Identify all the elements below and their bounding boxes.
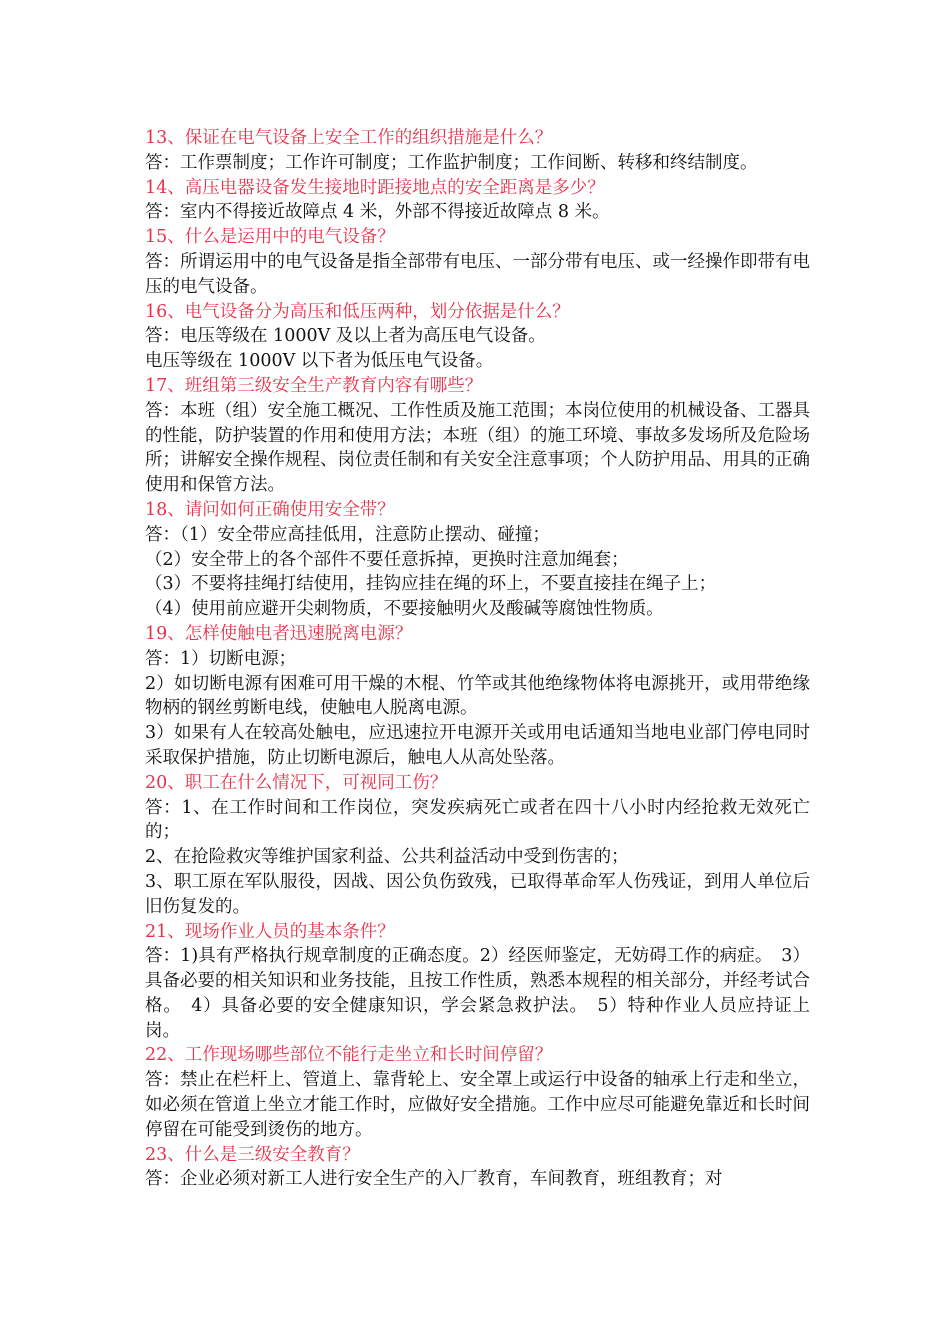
answer-14: 答：室内不得接近故障点 4 米，外部不得接近故障点 8 米。 [145,202,610,223]
answer-22: 答：禁止在栏杆上、管道上、靠背轮上、安全罩上或运行中设备的轴承上行走和坐立，如必须在管道上坐立才能工作时，应做好安全措施。工作中应尽可能避免靠近和长时间停留在可能受到烫伤的地方。 [145,1070,810,1140]
answer-15: 答：所谓运用中的电气设备是指全部带有电压、一部分带有电压、或一经操作即带有电压的电气设备。 [145,251,810,297]
question-22: 22、工作现场哪些部位不能行走坐立和长时间停留？ [145,1045,553,1066]
answer-20-line-3: 3、职工原在军队服役，因战、因公负伤致残，已取得革命军人伤残证，到用人单位后旧伤复发的。 [145,871,810,917]
answer-17: 答：本班（组）安全施工概况、工作性质及施工范围；本岗位使用的机械设备、工器具的性能，防护装置的作用和使用方法；本班（组）的施工环境、事故多发场所及危险场所；讲解安全操作规程、岗位责任制和有关安全注意事项；个人防护用品、用具的正确使用和保管方法。 [145,400,810,496]
question-20: 20、职工在什么情况下，可视同工伤？ [145,772,448,793]
answer-23: 答：企业必须对新工人进行安全生产的入厂教育，车间教育，班组教育；对 [145,1169,723,1190]
answer-16-line-1: 答：电压等级在 1000V 及以上者为高压电气设备。 [145,326,546,347]
answer-18-line-2: （2）安全带上的各个部件不要任意拆掉，更换时注意加绳套； [145,549,629,570]
answer-18-line-4: （4）使用前应避开尖刺物质，不要接触明火及酸碱等腐蚀性物质。 [145,599,664,620]
question-19: 19、怎样使触电者迅速脱离电源？ [145,623,413,644]
question-17: 17、班组第三级安全生产教育内容有哪些？ [145,375,483,396]
question-21: 21、现场作业人员的基本条件？ [145,921,395,942]
question-18: 18、请问如何正确使用安全带？ [145,499,395,520]
question-13: 13、保证在电气设备上安全工作的组织措施是什么？ [145,128,553,148]
answer-13: 答：工作票制度；工作许可制度；工作监护制度；工作间断、转移和终结制度。 [145,152,758,173]
qa-list [145,126,810,1192]
question-15: 15、什么是运用中的电气设备？ [145,227,395,248]
answer-18-line-3: （3）不要将挂绳打结使用，挂钩应挂在绳的环上，不要直接挂在绳子上； [145,574,717,595]
answer-19-line-2: 2）如切断电源有困难可用干燥的木棍、竹竿或其他绝缘物体将电源挑开，或用带绝缘物柄的钢丝剪断电线，使触电人脱离电源。 [145,673,810,719]
answer-18-line-1: 答：（1）安全带应高挂低用，注意防止摆动、碰撞； [145,524,550,545]
answer-19-line-3: 3）如果有人在较高处触电，应迅速拉开电源开关或用电话通知当地电业部门停电同时采取保护措施，防止切断电源后，触电人从高处坠落。 [145,723,810,768]
answer-19-line-1: 答：1）切断电源； [145,648,297,669]
answer-20-line-1: 答：1、在工作时间和工作岗位，突发疾病死亡或者在四十八小时内经抢救无效死亡的； [145,797,810,843]
answer-16-line-2: 电压等级在 1000V 以下者为低压电气设备。 [145,351,494,372]
question-14: 14、高压电器设备发生接地时距接地点的安全距离是多少？ [145,177,605,198]
answer-21: 答：1)具有严格执行规章制度的正确态度。2）经医师鉴定，无妨碍工作的病症。 3）具备必要的相关知识和业务技能，且按工作性质，熟悉本规程的相关部分，并经考试合格。 4）具备必要的安全健康知识，学会紧急救护法。 5）特种作业人员应持证上岗。 [145,946,810,1041]
answer-20-line-2: 2、在抢险救灾等维护国家利益、公共利益活动中受到伤害的； [145,847,629,868]
question-16: 16、电气设备分为高压和低压两种，划分依据是什么？ [145,301,570,322]
question-23: 23、什么是三级安全教育？ [145,1144,360,1165]
